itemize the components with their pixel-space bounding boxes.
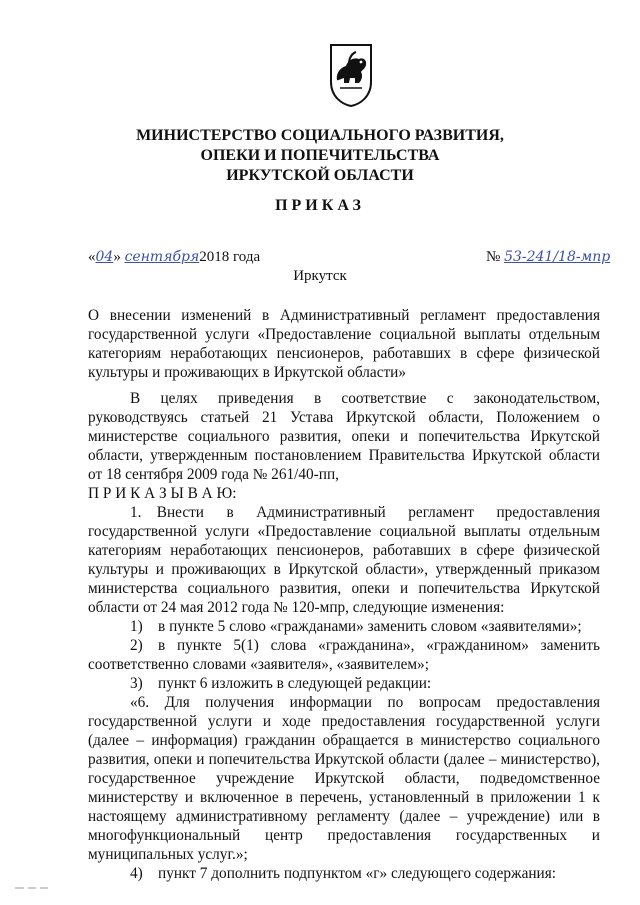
paragraph-6-new-text: «6. Для получения информации по вопросам предоставления государственной услуги и ходе предоставления государственной услуги (далее – информация) гражданин обращается в министерство социального развития, опеки и попечительства Иркутской области (далее – министерство), государственное учреждение Иркутской области, подведомственное министерству и включенное в перечень, установленный в приложении 1 к настоящему административному регламенту (далее – учреждение) или в многофункциональный центр предоставления государственных и муниципальных услуг.»; (88, 694, 600, 863)
order-date (88, 249, 260, 266)
order-body (88, 389, 600, 883)
paragraph-1-item-1: 1) в пункте 5 слово «гражданами» заменить словом «заявителями»; (130, 618, 582, 635)
paragraph-1-item-4: 4) пункт 7 дополнить подпунктом «г» следующего содержания: (130, 865, 557, 882)
document-type: ПРИКАЗ (275, 197, 365, 214)
date-month-handwritten: сентября (124, 249, 200, 265)
order-number (486, 249, 610, 266)
ministry-name-line-1: МИНИСТЕРСТВО СОЦИАЛЬНОГО РАЗВИТИЯ, (136, 127, 504, 144)
number-label: № (486, 249, 501, 265)
scan-mark-icon (14, 884, 50, 890)
date-quote-close: » (113, 249, 125, 265)
date-quote-open: « (88, 249, 96, 265)
paragraph-1-item-2: 2) в пункте 5(1) слова «гражданина», «гражданином» заменить соответственно словами «заявителя», «заявителем»; (88, 637, 600, 673)
order-subject (88, 306, 600, 382)
subject-text: О внесении изменений в Административный регламент предоставления государственной услуги «Предоставление социальной выплаты отдельным категориям неработающих пенсионеров, работавших в сфере физической культуры и проживающих в Иркутской области» (88, 307, 600, 381)
date-day-handwritten: 04 (95, 249, 114, 265)
preamble-paragraph: В целях приведения в соответствие с законодательством, руководствуясь статьей 21 Устава Иркутской области, Положением о министерстве социального развития, опеки и попечительства Иркутской области, утвержденным постановлением Правительства Иркутской области от 18 сентября 2009 года № 261/40-пп, (88, 390, 600, 483)
number-handwritten: 53-241/18-мпр (504, 249, 611, 265)
ministry-name-line-2: ОПЕКИ И ПОПЕЧИТЕЛЬСТВА (200, 147, 440, 164)
coat-of-arms-icon (328, 42, 374, 108)
paragraph-1-item-3: 3) пункт 6 изложить в следующей редакции: (130, 675, 432, 692)
city: Иркутск (293, 268, 347, 284)
paragraph-1: 1. Внести в Административный регламент предоставления государственной услуги «Предоставление социальной выплаты отдельным категориям неработающих пенсионеров, работавших в сфере физической культуры и проживающих в Иркутской области», утвержденный приказом министерства социального развития, опеки и попечительства Иркутской области от 24 мая 2012 года № 120-мпр, следующие изменения: (88, 504, 600, 616)
ministry-name-line-3: ИРКУТСКОЙ ОБЛАСТИ (226, 167, 414, 184)
order-directive: П Р И К А З Ы В А Ю: (88, 485, 237, 502)
ministry-name (0, 126, 640, 186)
date-year: 2018 года (199, 249, 261, 265)
